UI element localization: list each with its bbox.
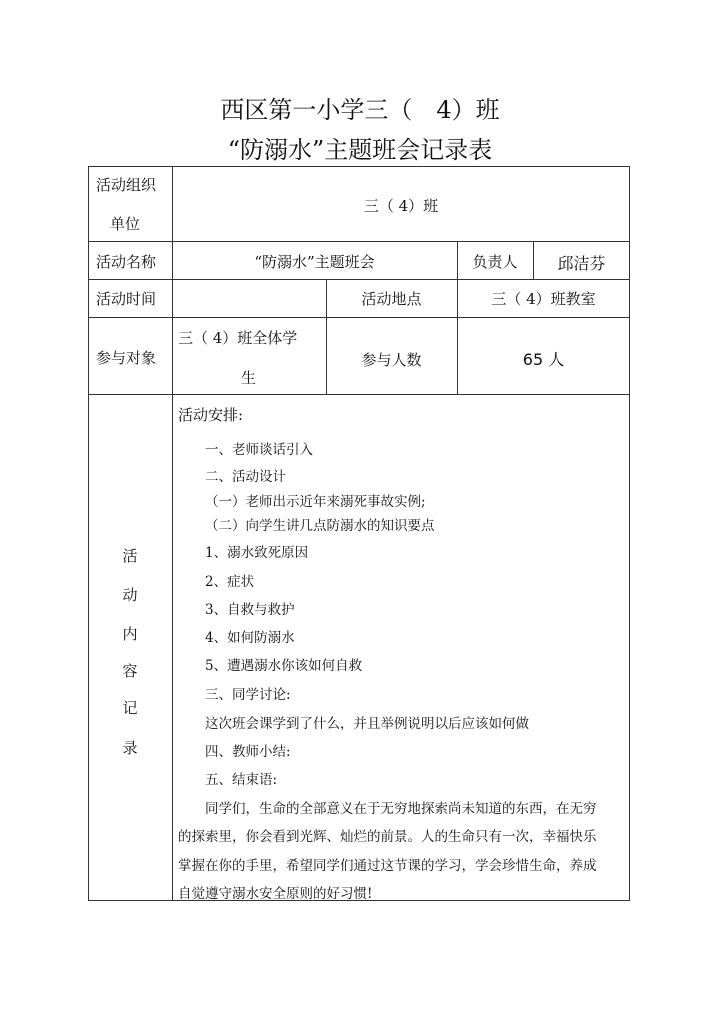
content-item: 一、老师谈话引入 [205, 442, 313, 458]
row-divider [88, 279, 630, 280]
closing-line: 自觉遵守溺水安全原则的好习惯! [178, 886, 373, 902]
place-value: 三（ 4）班教室 [491, 290, 596, 308]
content-item: （一）老师出示近年来溺死事故实例; [205, 494, 426, 510]
target-value-line1: 三（ 4）班全体学 [178, 329, 298, 347]
name-value: “防溺水”主题班会 [254, 253, 375, 271]
name-label: 活动名称 [96, 253, 157, 271]
row-divider [88, 241, 630, 242]
org-value: 三（ 4）班 [363, 197, 439, 215]
record-label-char: 动 [122, 586, 138, 604]
org-label-line1: 活动组织 [96, 176, 157, 194]
closing-line: 的探索里，你会看到光辉、灿烂的前景。人的生命只有一次，幸福快乐 [178, 829, 597, 845]
content-item: 3、自救与救护 [205, 602, 295, 618]
row-divider [88, 317, 630, 318]
content-item: 五、结束语: [205, 772, 278, 788]
content-item: （二）向学生讲几点防溺水的知识要点 [205, 518, 435, 534]
count-label: 参与人数 [361, 351, 422, 369]
column-divider [172, 166, 173, 901]
record-label-char: 记 [122, 699, 138, 717]
content-item: 四、教师小结: [205, 744, 291, 760]
content-item: 2、症状 [205, 574, 255, 590]
record-label-char: 录 [122, 739, 138, 757]
document-subtitle: “防溺水”主题班会记录表 [227, 136, 493, 164]
content-item: 这次班会课学到了什么，并且举例说明以后应该如何做 [205, 716, 529, 732]
closing-line: 掌握在你的手里，希望同学们通过这节课的学习，学会珍惜生命，养成 [178, 858, 597, 874]
record-label-char: 内 [122, 625, 138, 643]
count-value: 65 人 [522, 350, 565, 369]
record-label-char: 容 [122, 662, 138, 680]
closing-line: 同学们，生命的全部意义在于无穷地探索尚未知道的东西，在无穷 [205, 801, 597, 817]
record-label-char: 活 [122, 547, 138, 565]
content-heading: 活动安排: [178, 406, 244, 424]
time-label: 活动时间 [96, 290, 157, 308]
target-value-line2: 生 [241, 369, 257, 387]
content-item: 5、遭遇溺水你该如何自救 [205, 658, 363, 674]
document-title: 西区第一小学三（ 4）班 [220, 96, 500, 124]
content-item: 三、同学讨论: [205, 687, 291, 703]
content-item: 4、如何防溺水 [205, 630, 295, 646]
content-item: 二、活动设计 [205, 469, 286, 485]
org-label-line2: 单位 [110, 215, 141, 233]
place-label: 活动地点 [361, 290, 422, 308]
content-item: 1、溺水致死原因 [205, 545, 309, 561]
leader-value: 邱洁芬 [557, 254, 606, 273]
row-divider [88, 394, 630, 395]
leader-label: 负责人 [472, 253, 518, 271]
target-label: 参与对象 [96, 349, 157, 367]
